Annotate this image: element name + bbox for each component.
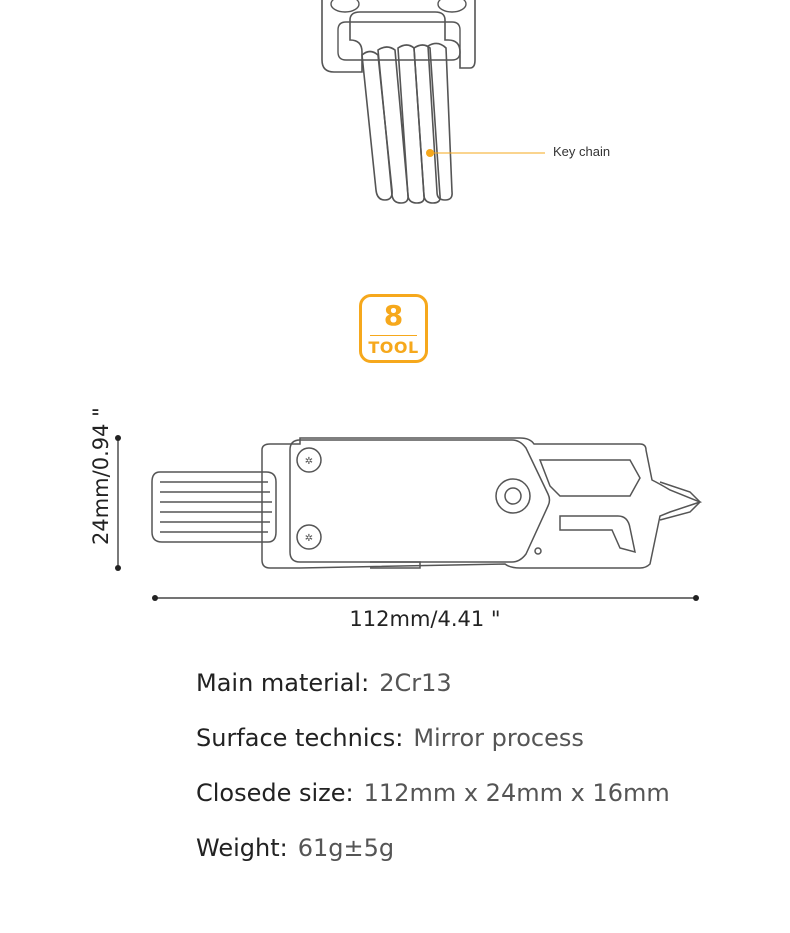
badge-number: 8 [383, 299, 404, 332]
spec-label: Surface technics: [196, 724, 404, 752]
spec-label: Closede size: [196, 779, 354, 807]
spec-value: 61g±5g [297, 834, 395, 862]
badge-divider [370, 335, 417, 336]
spec-row-weight [196, 833, 394, 863]
spec-value: Mirror process [413, 724, 584, 752]
tool-count-badge [359, 294, 428, 363]
spec-row-surface [196, 723, 584, 753]
height-dimension-label: 24mm/0.94 " [89, 407, 113, 545]
length-dimension-label: 112mm/4.41 " [349, 607, 501, 631]
keychain-callout-label: Key chain [553, 144, 611, 159]
spec-value: 112mm x 24mm x 16mm [363, 779, 670, 807]
spec-label: Weight: [196, 834, 288, 862]
spec-value: 2Cr13 [379, 669, 452, 697]
spec-row-size [196, 778, 670, 808]
tool-side-view [0, 407, 790, 620]
callout-dot [426, 149, 434, 157]
svg-text:✲: ✲ [304, 456, 314, 467]
keychain-illustration [0, 0, 790, 220]
svg-text:✲: ✲ [304, 533, 314, 544]
spec-label: Main material: [196, 669, 370, 697]
spec-row-material [196, 668, 452, 698]
badge-word: TOOL [368, 338, 419, 357]
